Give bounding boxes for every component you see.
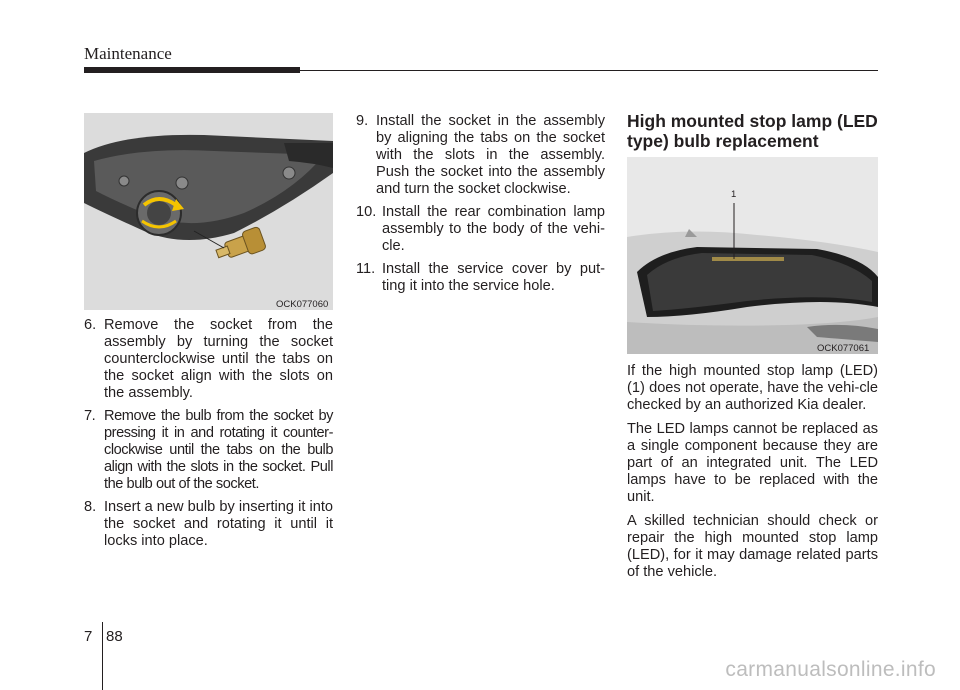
figure-code-right: OCK077061 [817, 343, 870, 354]
step-text: Remove the socket from the assembly by turning the socket counterclockwise until the tabs on the socket align with the slots on the assembly. [104, 317, 333, 401]
chapter-number: 7 [84, 628, 93, 645]
high-mount-stop-lamp-figure [627, 157, 878, 354]
step-number: 10. [356, 204, 377, 220]
page-number: 88 [106, 628, 123, 645]
step-item [84, 317, 333, 402]
step-number: 8. [84, 499, 97, 515]
figure-code-left: OCK077060 [276, 299, 329, 310]
step-text: Remove the bulb from the socket by pressing it in and rotating it counter-clockwise until the tabs on the bulb align with the slots in the socket. Pull the bulb out of the socket. [104, 408, 333, 492]
paragraph: The LED lamps cannot be replaced as a single component because they are part of an integrated unit. The LED lamps have to be replaced with the unit. [627, 421, 878, 505]
paragraph: If the high mounted stop lamp (LED) (1) does not operate, have the vehi-cle checked by an authorized Kia dealer. [627, 363, 878, 413]
section-title: Maintenance [84, 44, 172, 63]
step-number: 9. [356, 113, 369, 129]
step-text: Install the socket in the assembly by aligning the tabs on the socket with the slots in the assembly. Push the socket into the assembly and turn the socket clockwise. [376, 113, 605, 197]
figure-callout-number: 1 [731, 189, 737, 200]
steps-left-column [84, 317, 333, 556]
step-number: 11. [356, 261, 376, 277]
step-item [356, 113, 605, 198]
step-text: Install the service cover by put-ting it into the service hole. [382, 261, 605, 294]
step-item [356, 204, 605, 255]
step-item [84, 408, 333, 493]
paragraph: A skilled technician should check or repair the high mounted stop lamp (LED), for it may damage related parts of the vehicle. [627, 513, 878, 580]
step-text: Insert a new bulb by inserting it into the socket and rotating it until it locks into place. [104, 499, 333, 549]
right-column-text [627, 363, 878, 588]
step-text: Install the rear combination lamp assembly to the body of the vehi-cle. [382, 204, 605, 254]
watermark: carmanualsonline.info [725, 658, 936, 681]
subsection-title: High mounted stop lamp (LED type) bulb replacement [627, 111, 878, 151]
steps-middle-column [356, 113, 605, 301]
rear-window-illustration [627, 157, 878, 354]
rear-lamp-illustration [84, 113, 333, 310]
header-bar [84, 67, 300, 73]
page-number-separator [102, 622, 103, 690]
step-number: 7. [84, 408, 96, 424]
step-item [84, 499, 333, 550]
header-rule [300, 70, 878, 71]
rear-lamp-socket-figure [84, 113, 333, 310]
step-number: 6. [84, 317, 97, 333]
step-item [356, 261, 605, 295]
